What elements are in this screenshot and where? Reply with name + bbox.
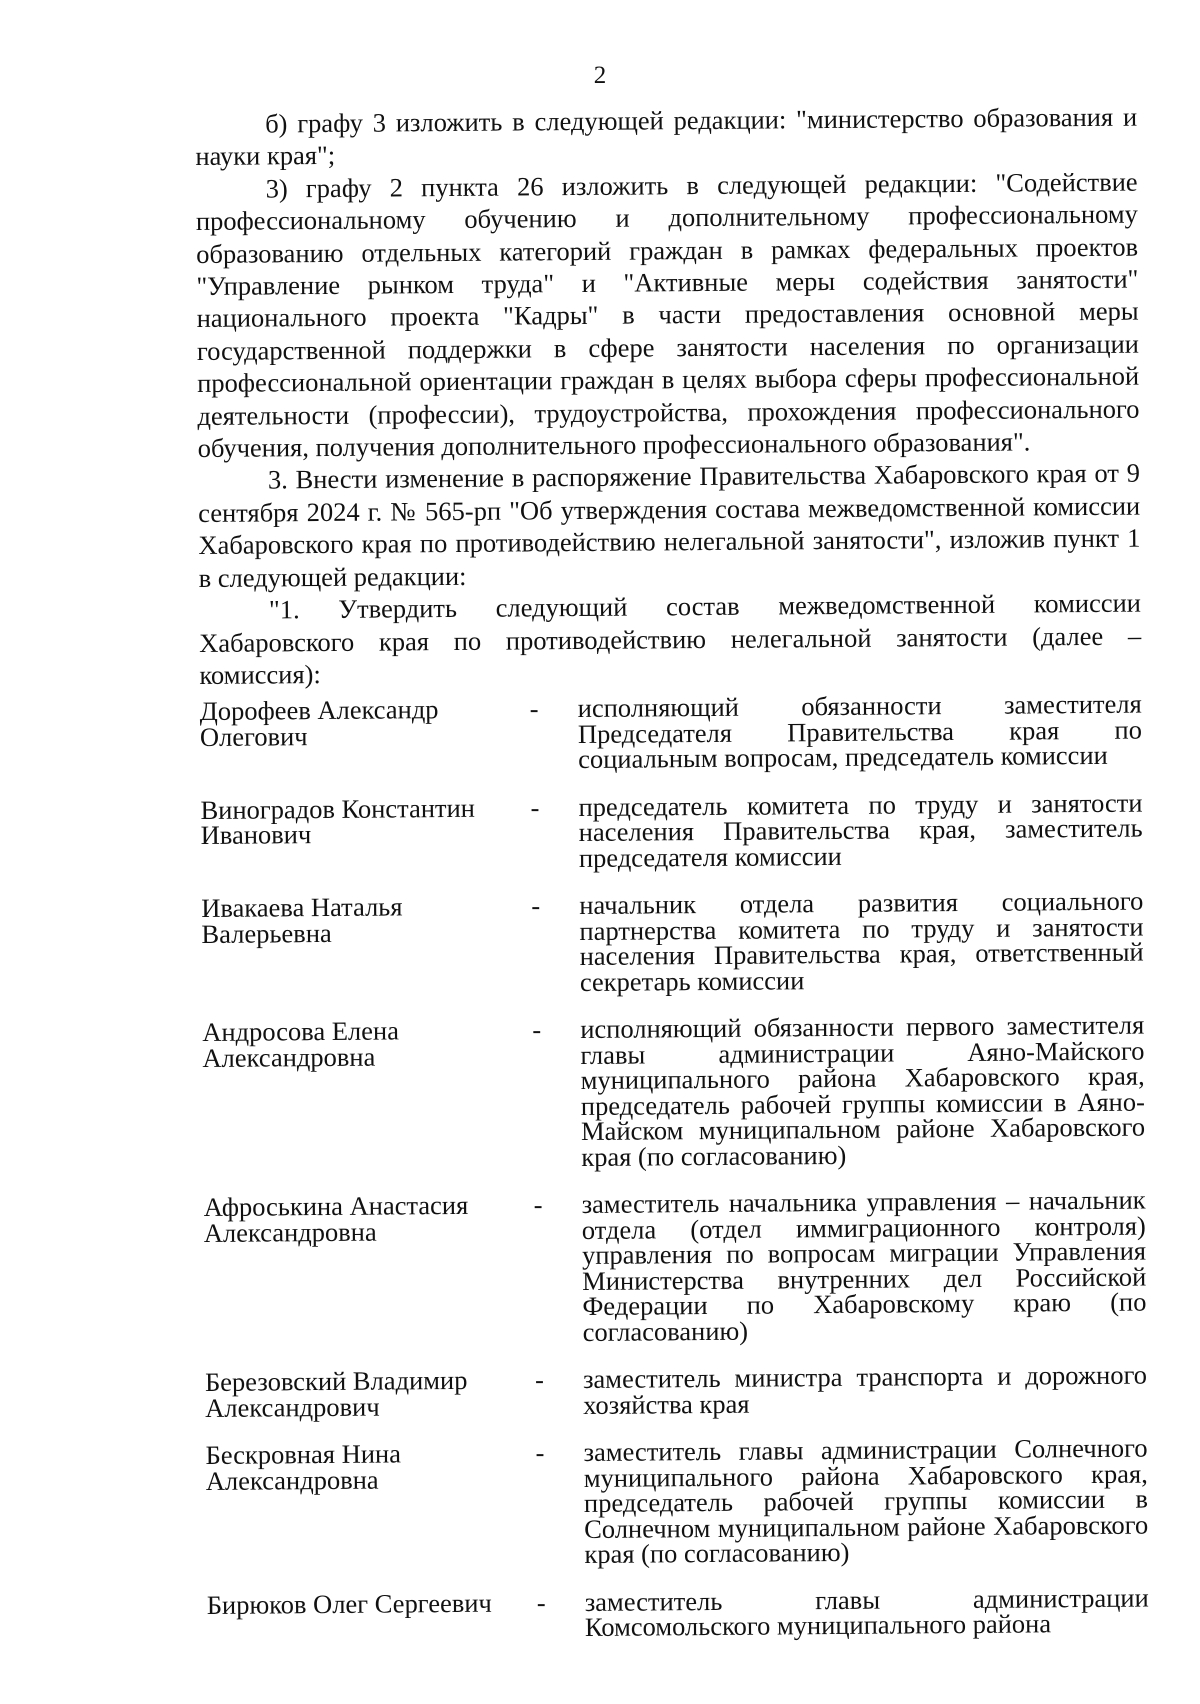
member-position: заместитель министра транспорта и дорожного хозяйства края	[582, 1359, 1148, 1420]
member-position: заместитель главы администрации Солнечного муниципального района Хабаровского края, председатель рабочей группы комиссии в Солнечном муниципальном районе Хабаровского края (по согласованию)	[583, 1432, 1149, 1570]
member-row	[203, 1184, 1147, 1348]
member-dash: -	[530, 792, 540, 823]
paragraph-b: б) графу 3 изложить в следующей редакции: "министерство образования и науки края";	[195, 101, 1138, 172]
member-position: начальник отдела развития социального партнерства комитета по труду и занятости населения Правительства края, ответственный секретарь комиссии	[579, 885, 1144, 997]
member-position: исполняющий обязанности заместителя Председателя Правительства края по социальным вопросам, председатель комиссии	[577, 688, 1143, 775]
member-position: председатель комитета по труду и занятости населения Правительства края, заместитель председателя комиссии	[578, 787, 1143, 873]
member-name: Бирюков Олег Сергеевич	[206, 1587, 492, 1620]
member-row	[205, 1432, 1149, 1571]
member-name: Андросова Елена Александровна	[202, 1015, 400, 1073]
member-name: Березовский Владимир Александрович	[204, 1365, 468, 1423]
member-name: Дорофеев Александр Олегович	[199, 694, 439, 752]
member-row	[199, 688, 1143, 776]
member-dash: -	[531, 890, 541, 921]
commission-members-list	[199, 688, 1149, 1644]
paragraph-3-item: 3) графу 2 пункта 26 изложить в следующей редакции: "Содействие профессиональному обучению и дополнительному профессиональному образованию отдельных категорий граждан в рамках федеральных проектов "Управление рынком труда" и "Активные меры содействия занятости" национального проекта "Кадры" в части предоставления основной меры государственной поддержки в сфере занятости населения по организации профессиональной ориентации граждан в целях выбора сферы профессиональной деятельности (профессии), трудоустройства, прохождения профессионального обучения, получения дополнительного профессионального образования".	[195, 166, 1140, 464]
member-row	[201, 885, 1144, 998]
page-number: 2	[593, 62, 607, 89]
member-name: Бескровная Нина Александровна	[205, 1438, 402, 1496]
document-body	[195, 101, 1149, 1666]
member-name: Ивакаева Наталья Валерьевна	[201, 891, 403, 949]
member-row	[206, 1582, 1149, 1643]
paragraph-1-approve: "1. Утвердить следующий состав межведомственной комиссии Хабаровского края по противодействию нелегальной занятости (далее – комиссия):	[199, 587, 1142, 690]
member-dash: -	[534, 1364, 544, 1395]
member-name: Афроськина Анастасия Александровна	[203, 1190, 469, 1248]
member-name: Виноградов Константин Иванович	[200, 792, 476, 851]
member-dash: -	[535, 1437, 545, 1468]
member-position: заместитель главы администрации Комсомольского муниципального района	[584, 1582, 1149, 1643]
member-position: заместитель начальника управления – начальник отдела (отдел иммиграционного контроля) управления по вопросам миграции Управления Министерства внутренних дел Российской Федерации по Хабаровскому краю (по согласованию)	[581, 1184, 1147, 1347]
paragraph-3-amendment: 3. Внести изменение в распоряжение Правительства Хабаровского края от 9 сентября 2024 г. № 565-рп "Об утверждения состава межведомственной комиссии Хабаровского края по противодействию нелегальной занятости", изложив пункт 1 в следующей редакции:	[198, 458, 1141, 593]
member-row	[200, 787, 1143, 874]
member-dash: -	[532, 1014, 542, 1045]
member-dash: -	[536, 1587, 546, 1618]
member-dash: -	[529, 693, 539, 724]
member-position: исполняющий обязанности первого заместителя главы администрации Аяно-Майского муниципального района Хабаровского края, председатель рабочей группы комиссии в Аяно-Майском муниципальном районе Хабаровского края (по согласованию)	[580, 1009, 1146, 1172]
member-row	[204, 1359, 1148, 1423]
member-row	[202, 1009, 1146, 1173]
member-dash: -	[533, 1189, 543, 1220]
